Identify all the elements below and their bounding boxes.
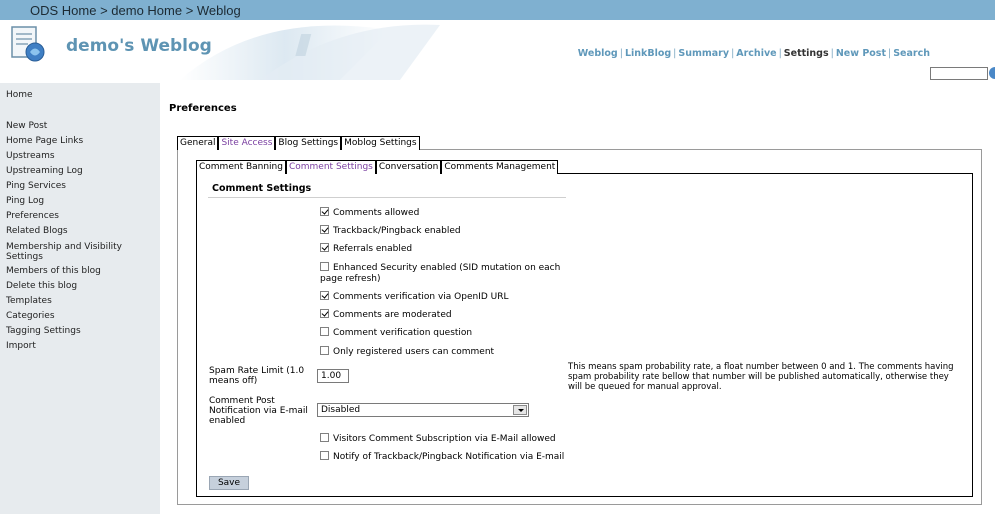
sidebar-item-home[interactable]: Home xyxy=(6,90,33,100)
tab-comment-banning[interactable]: Comment Banning xyxy=(196,160,286,174)
verification-question-checkbox[interactable] xyxy=(320,327,329,336)
visitor-subscription-row xyxy=(320,433,556,445)
sidebar-item-delete-blog[interactable]: Delete this blog xyxy=(6,281,78,291)
nav-new-post[interactable]: New Post xyxy=(835,48,887,59)
section-title: Comment Settings xyxy=(212,183,312,194)
tab-general[interactable]: General xyxy=(177,136,218,150)
blog-title[interactable]: demo's Weblog xyxy=(66,36,212,56)
email-notify-label: Comment Post Notification via E-mail enabled xyxy=(209,396,308,426)
tab-moblog-settings[interactable]: Moblog Settings xyxy=(341,136,419,150)
tab-conversation[interactable]: Conversation xyxy=(376,160,442,174)
sidebar-item-upstreams[interactable]: Upstreams xyxy=(6,151,55,161)
trackback-row xyxy=(320,225,461,237)
sidebar-item-members[interactable]: Members of this blog xyxy=(6,266,101,276)
nav-linkblog[interactable]: LinkBlog xyxy=(624,48,672,59)
sidebar-item-templates[interactable]: Templates xyxy=(6,296,52,306)
tab-site-access[interactable]: Site Access xyxy=(218,136,275,150)
email-notify-value: Disabled xyxy=(321,405,361,415)
registered-only-checkbox[interactable] xyxy=(320,346,329,355)
sidebar-item-new-post[interactable]: New Post xyxy=(6,121,48,131)
registered-only-row xyxy=(320,346,494,358)
nav-weblog[interactable]: Weblog xyxy=(577,48,618,59)
sidebar-item-tagging-settings[interactable]: Tagging Settings xyxy=(6,326,81,336)
verification-question-row xyxy=(320,327,472,339)
spam-rate-label: Spam Rate Limit (1.0 means off) xyxy=(209,366,305,386)
trackback-checkbox[interactable] xyxy=(320,225,329,234)
visitor-subscription-checkbox[interactable] xyxy=(320,433,329,442)
sidebar-item-upstreaming-log[interactable]: Upstreaming Log xyxy=(6,166,83,176)
referrals-label: Referrals enabled xyxy=(333,244,413,254)
sidebar-item-related-blogs[interactable]: Related Blogs xyxy=(6,226,68,236)
weblog-logo-icon xyxy=(8,25,48,63)
top-bar xyxy=(0,0,995,20)
search-input[interactable] xyxy=(930,67,988,80)
tab-comments-management[interactable]: Comments Management xyxy=(441,160,558,174)
nav-archive[interactable]: Archive xyxy=(736,48,777,59)
moderated-row xyxy=(320,309,452,321)
sidebar-item-membership[interactable]: Membership and Visibility Settings xyxy=(6,242,122,262)
openid-row xyxy=(320,291,508,303)
save-button[interactable]: Save xyxy=(209,476,249,490)
moderated-label: Comments are moderated xyxy=(333,310,452,320)
secondary-tabs xyxy=(196,160,558,174)
sidebar-item-ping-services[interactable]: Ping Services xyxy=(6,181,66,191)
primary-tabs xyxy=(177,136,420,150)
tab-blog-settings[interactable]: Blog Settings xyxy=(275,136,341,150)
visitor-subscription-label: Visitors Comment Subscription via E-Mail allowed xyxy=(333,434,556,444)
spam-rate-note: This means spam probability rate, a float number between 0 and 1. The comments having spam probability rate bellow that number will be published automatically, otherwise they will be queued for manual approval. xyxy=(568,362,954,392)
search-go-icon[interactable] xyxy=(989,67,995,79)
chevron-down-icon[interactable] xyxy=(513,405,527,415)
enhanced-security-row xyxy=(320,262,570,285)
openid-checkbox[interactable] xyxy=(320,291,329,300)
sidebar-item-import[interactable]: Import xyxy=(6,341,36,351)
moderated-checkbox[interactable] xyxy=(320,309,329,318)
referrals-row xyxy=(320,243,412,255)
nav-summary[interactable]: Summary xyxy=(678,48,730,59)
tab-comment-settings[interactable]: Comment Settings xyxy=(286,160,376,174)
section-divider xyxy=(208,197,566,198)
verification-question-label: Comment verification question xyxy=(333,328,473,338)
comments-allowed-label: Comments allowed xyxy=(333,208,420,218)
sidebar-item-categories[interactable]: Categories xyxy=(6,311,55,321)
notify-trackback-label: Notify of Trackback/Pingback Notification via E-mail xyxy=(333,452,565,462)
enhanced-security-checkbox[interactable] xyxy=(320,262,329,271)
spam-rate-input[interactable]: 1.00 xyxy=(317,369,349,383)
comments-allowed-checkbox[interactable] xyxy=(320,207,329,216)
nav-search[interactable]: Search xyxy=(893,48,930,59)
sidebar-item-ping-log[interactable]: Ping Log xyxy=(6,196,45,206)
trackback-label: Trackback/Pingback enabled xyxy=(333,226,461,236)
referrals-checkbox[interactable] xyxy=(320,243,329,252)
sidebar-item-home-page-links[interactable]: Home Page Links xyxy=(6,136,84,146)
openid-label: Comments verification via OpenID URL xyxy=(333,292,509,302)
page-title: Preferences xyxy=(169,103,237,114)
sidebar xyxy=(0,83,160,514)
comments-allowed-row xyxy=(320,207,419,219)
registered-only-label: Only registered users can comment xyxy=(333,347,495,357)
breadcrumb[interactable]: ODS Home > demo Home > Weblog xyxy=(30,3,241,18)
email-notify-select[interactable] xyxy=(317,403,529,417)
notify-trackback-row xyxy=(320,451,570,463)
enhanced-security-label: Enhanced Security enabled (SID mutation on each page refresh) xyxy=(320,263,561,284)
comment-settings-panel xyxy=(196,173,973,497)
top-nav: Weblog | LinkBlog | Summary | Archive | Settings | New Post | Search xyxy=(577,48,930,59)
sidebar-item-preferences[interactable]: Preferences xyxy=(6,211,59,221)
nav-settings[interactable]: Settings xyxy=(783,48,829,59)
notify-trackback-checkbox[interactable] xyxy=(320,451,329,460)
